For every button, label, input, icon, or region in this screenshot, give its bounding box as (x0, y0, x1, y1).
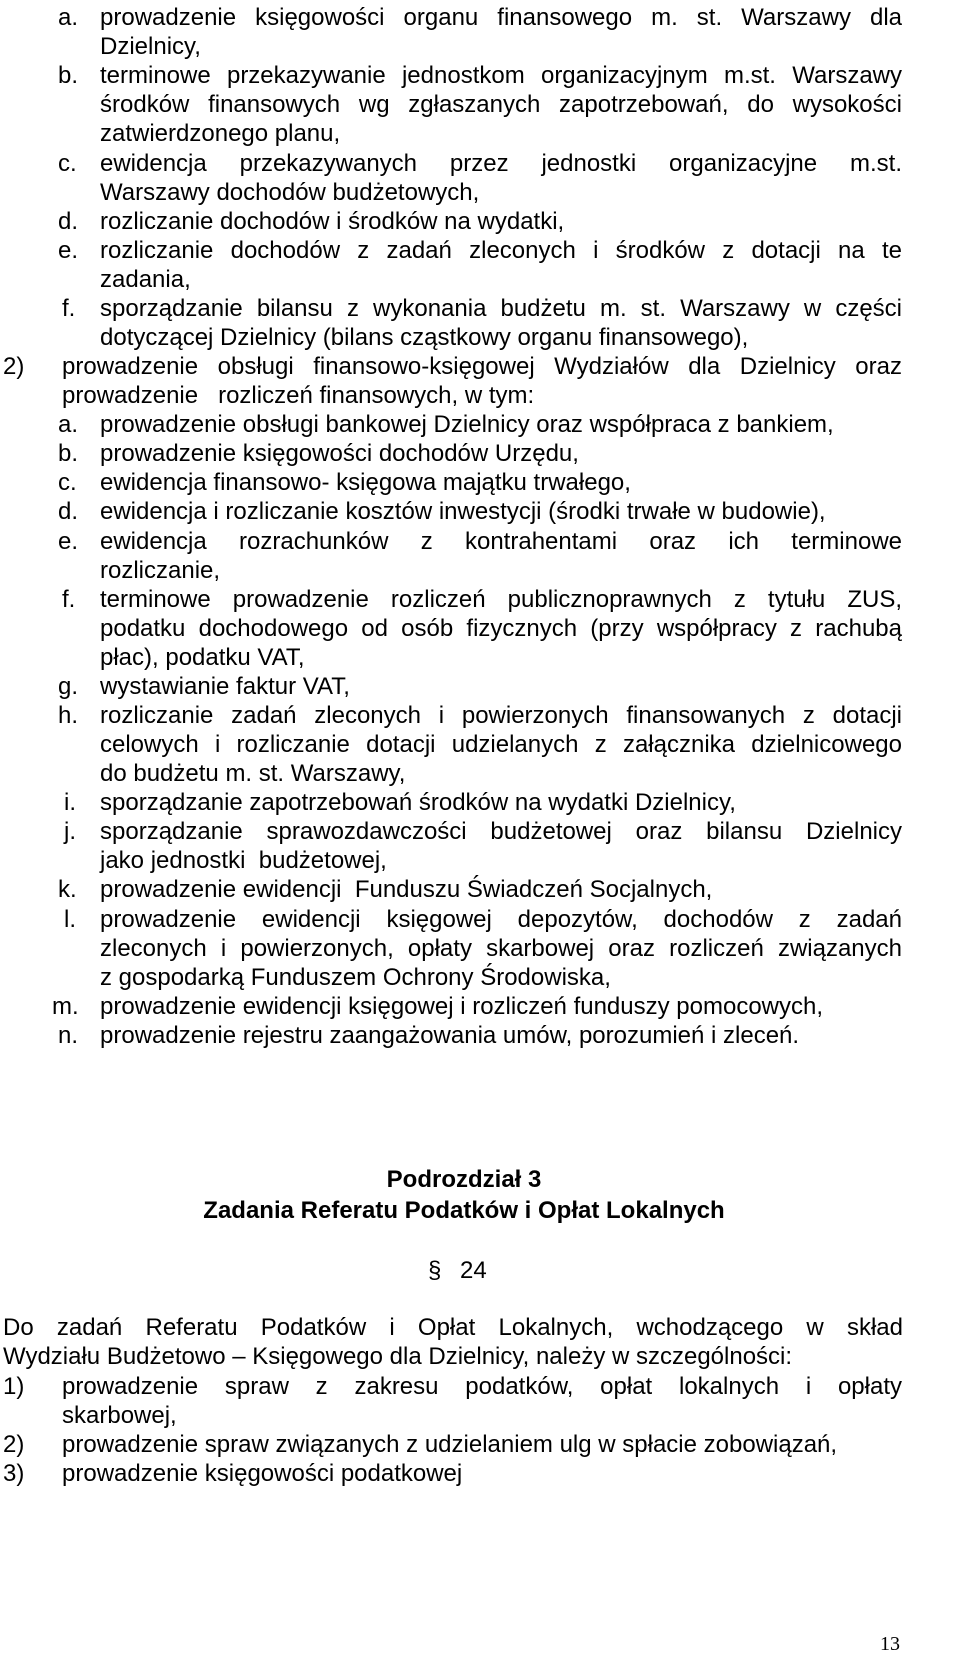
list-marker: c. (58, 150, 77, 177)
paragraph-marker (428, 1257, 487, 1285)
list-marker: c. (58, 469, 77, 496)
list-item-text: płac), podatku VAT, (100, 644, 305, 671)
list-marker: b. (58, 62, 79, 89)
list-item-text: skarbowej, (62, 1402, 177, 1429)
list-item-text: wystawianie faktur VAT, (100, 673, 350, 700)
list-item-text: prowadzenie księgowości dochodów Urzędu, (100, 440, 579, 467)
list-item-text: z gospodarką Funduszem Ochrony Środowiska, (100, 964, 611, 991)
list-item-text: do budżetu m. st. Warszawy, (100, 760, 406, 787)
list-item-text: prowadzenie spraw z zakresu podatków, opłat lokalnych i opłaty (62, 1373, 902, 1400)
list-marker: d. (58, 498, 79, 525)
page-number: 13 (880, 1633, 900, 1655)
list-item-text: prowadzenie ewidencji księgowej i rozliczeń funduszy pomocowych, (100, 993, 824, 1020)
paragraph-number: 24 (460, 1257, 487, 1284)
intro-text: Wydziału Budżetowo – Księgowego dla Dzielnicy, należy w szczególności: (3, 1343, 793, 1370)
list-item-text: rozliczanie zadań zleconych i powierzonych finansowanych z dotacji (100, 702, 902, 729)
list-item-text: ewidencja przekazywanych przez jednostki organizacyjne m.st. (100, 150, 902, 177)
list-marker: l. (64, 906, 76, 933)
list-marker: d. (58, 208, 79, 235)
list-marker: f. (62, 586, 76, 613)
list-item-text: Dzielnicy, (100, 33, 201, 60)
list-marker: 3) (3, 1460, 25, 1487)
list-item-text: zadania, (100, 266, 191, 293)
list-marker: a. (58, 411, 79, 438)
list-item-text: ewidencja finansowo- księgowa majątku trwałego, (100, 469, 631, 496)
list-item-text: zleconych i powierzonych, opłaty skarbowej oraz rozliczeń związanych (100, 935, 902, 962)
list-item-text: Warszawy dochodów budżetowych, (100, 179, 480, 206)
list-item-text: prowadzenie księgowości organu finansowego m. st. Warszawy dla (100, 4, 902, 31)
list-marker: k. (58, 876, 77, 903)
list-item-text: prowadzenie ewidencji Funduszu Świadczeń Socjalnych, (100, 876, 713, 903)
list-item-text: sporządzanie sprawozdawczości budżetowej oraz bilansu Dzielnicy (100, 818, 902, 845)
list-marker: j. (64, 818, 76, 845)
list-item-text: prowadzenie rejestru zaangażowania umów, porozumień i zleceń. (100, 1022, 800, 1049)
list-marker: n. (58, 1022, 79, 1049)
list-item-text: prowadzenie obsługi bankowej Dzielnicy oraz współpraca z bankiem, (100, 411, 834, 438)
list-item-text: prowadzenie ewidencji księgowej depozytów, dochodów z zadań (100, 906, 902, 933)
list-item-text: rozliczanie dochodów z zadań zleconych i środków z dotacji na te (100, 237, 902, 264)
list-item-text: ewidencja rozrachunków z kontrahentami oraz ich terminowe (100, 528, 902, 555)
list-marker: f. (62, 295, 76, 322)
paragraph-symbol: § (428, 1257, 442, 1284)
list-item-text: zatwierdzonego planu, (100, 120, 341, 147)
list-item-text: prowadzenie spraw związanych z udzielaniem ulg w spłacie zobowiązań, (62, 1431, 838, 1458)
list-item-text: prowadzenie rozliczeń finansowych, w tym: (62, 382, 535, 409)
list-item-text: terminowe prowadzenie rozliczeń publicznoprawnych z tytułu ZUS, (100, 586, 902, 613)
list-item-text: rozliczanie dochodów i środków na wydatki, (100, 208, 565, 235)
list-marker: e. (58, 237, 79, 264)
list-item-text: prowadzenie księgowości podatkowej (62, 1460, 463, 1487)
list-marker: 2) (3, 353, 25, 380)
list-item-text: celowych i rozliczanie dotacji udzielanych z załącznika dzielnicowego (100, 731, 902, 758)
list-marker: 1) (3, 1373, 25, 1400)
list-item-text: podatku dochodowego od osób fizycznych (przy współpracy z rachubą (100, 615, 902, 642)
section-title: Zadania Referatu Podatków i Opłat Lokalnych (203, 1197, 725, 1224)
list-marker: 2) (3, 1431, 25, 1458)
list-item-text: ewidencja i rozliczanie kosztów inwestycji (środki trwałe w budowie), (100, 498, 826, 525)
list-item-text: sporządzanie zapotrzebowań środków na wydatki Dzielnicy, (100, 789, 736, 816)
list-item-text: środków finansowych wg zgłaszanych zapotrzebowań, do wysokości (100, 91, 902, 118)
list-item-text: terminowe przekazywanie jednostkom organizacyjnym m.st. Warszawy (100, 62, 902, 89)
list-marker: b. (58, 440, 79, 467)
list-marker: m. (52, 993, 79, 1020)
list-item-text: rozliczanie, (100, 557, 221, 584)
list-item-text: sporządzanie bilansu z wykonania budżetu m. st. Warszawy w części (100, 295, 902, 322)
list-marker: h. (58, 702, 79, 729)
list-item-text: jako jednostki budżetowej, (100, 847, 387, 874)
list-item-text: dotyczącej Dzielnicy (bilans cząstkowy organu finansowego), (100, 324, 749, 351)
list-marker: g. (58, 673, 79, 700)
section-heading: Podrozdział 3 (386, 1166, 542, 1193)
intro-text: Do zadań Referatu Podatków i Opłat Lokalnych, wchodzącego w skład (3, 1314, 903, 1341)
list-marker: i. (64, 789, 76, 816)
list-marker: e. (58, 528, 79, 555)
list-marker: a. (58, 4, 79, 31)
list-item-text: prowadzenie obsługi finansowo-księgowej Wydziałów dla Dzielnicy oraz (62, 353, 902, 380)
